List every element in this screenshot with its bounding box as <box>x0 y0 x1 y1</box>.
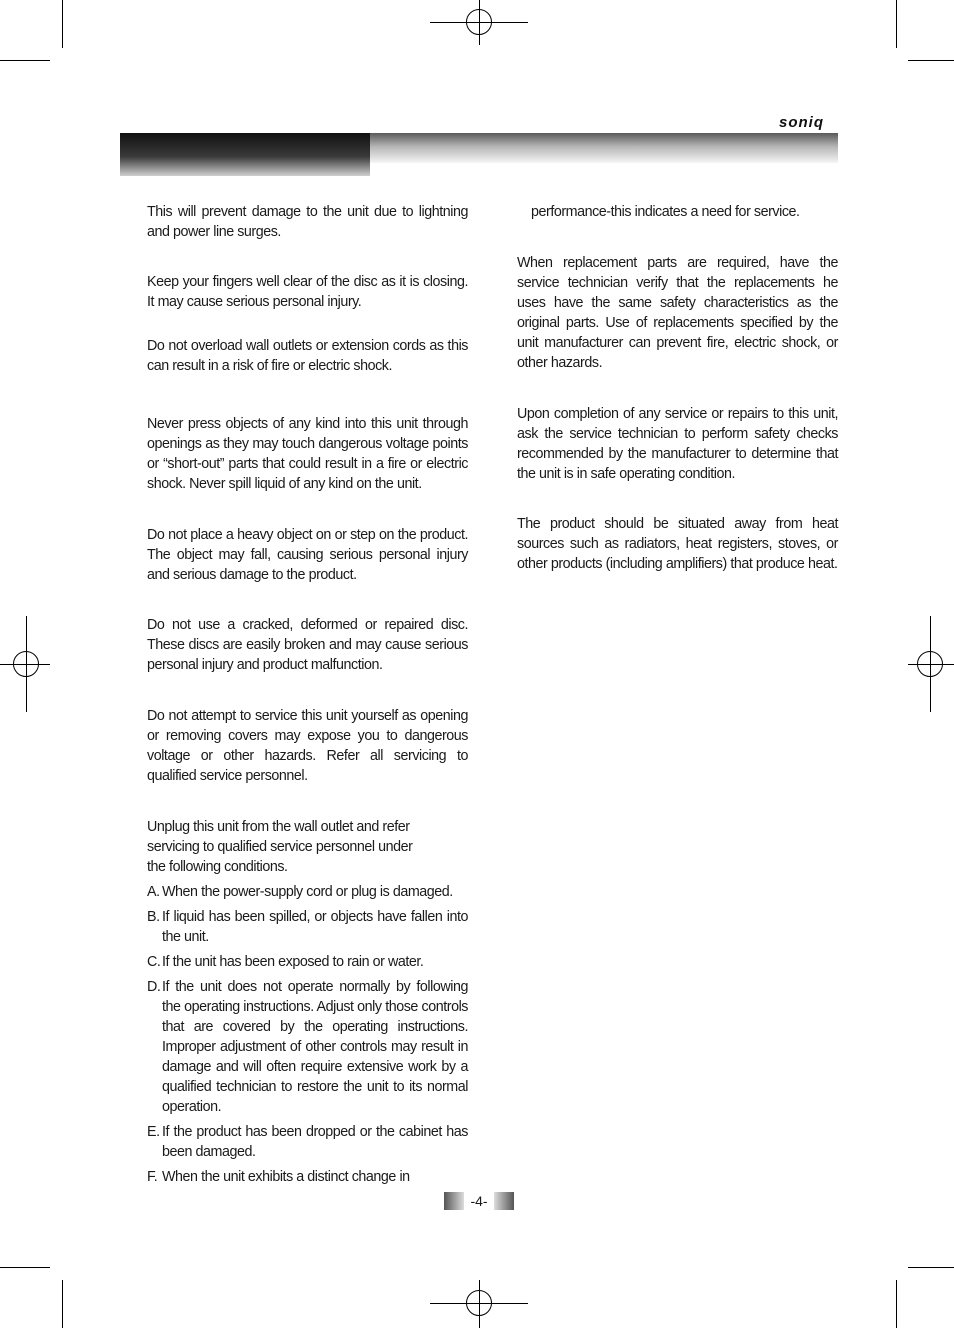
paragraph-heavy-object: Do not place a heavy object on or step on the product. The object may fall, causing serious personal injury and serious damage to the product. <box>147 527 468 583</box>
list-text: If the product has been dropped or the cabinet has been damaged. <box>162 1124 468 1160</box>
page-number: -4- <box>470 1193 488 1209</box>
brand-logo: soniq <box>779 114 824 131</box>
paragraph-disc-fingers: Keep your fingers well clear of the disc as it is closing. It may cause serious personal injury. <box>147 274 468 310</box>
list-text: If the unit does not operate normally by following the operating instructions. Adjust only those controls that are covered by the operating instructions. Improper adjustment of other controls may result in damage and will often require extensive work by a qualified technician to restore the unit to its normal operation. <box>162 979 468 1115</box>
paragraph-cracked-disc: Do not use a cracked, deformed or repaired disc. These discs are easily broken and may cause serious personal injury and product malfunction. <box>147 617 468 673</box>
paragraph-overload: Do not overload wall outlets or extension cords as this can result in a risk of fire or electric shock. <box>147 338 468 374</box>
header-band-light <box>370 133 838 163</box>
list-item-e <box>147 1122 468 1162</box>
list-item-c <box>147 952 468 972</box>
list-letter: B. <box>147 909 160 925</box>
page-number-badge <box>444 1192 514 1210</box>
list-item-d <box>147 977 468 1117</box>
list-item-f <box>147 1167 468 1187</box>
list-item-a <box>147 882 468 902</box>
left-column <box>147 202 468 1187</box>
right-column <box>517 202 838 574</box>
paragraph-replacement-parts: When replacement parts are required, have the service technician verify that the replacements he uses have the same safety characteristics as the original parts. Use of replacements specified by the unit manufacturer can prevent fire, electric shock, or other hazards. <box>517 255 838 371</box>
paragraph-safety-checks: Upon completion of any service or repairs to this unit, ask the service technician to perform safety checks recommended by the manufacturer to determine that the unit is in safe operating condition. <box>517 406 838 482</box>
list-text: If the unit has been exposed to rain or water. <box>162 954 424 970</box>
paragraph-objects: Never press objects of any kind into this unit through openings as they may touch dangerous voltage points or “short-out” parts that could result in a fire or electric shock. Never spill liquid of any kind on the unit. <box>147 416 468 492</box>
list-text: When the unit exhibits a distinct change in <box>162 1169 410 1185</box>
header-band-dark <box>120 133 370 176</box>
list-item-b <box>147 907 468 947</box>
paragraph-unplug: Unplug this unit from the wall outlet and refer servicing to qualified service personnel under the following conditions. <box>147 819 413 875</box>
paragraph-surge: This will prevent damage to the unit due to lightning and power line surges. <box>147 204 468 240</box>
continuation-text: performance-this indicates a need for service. <box>531 204 800 220</box>
list-letter: E. <box>147 1124 160 1140</box>
list-text: If liquid has been spilled, or objects have fallen into the unit. <box>162 909 468 945</box>
list-text: When the power-supply cord or plug is damaged. <box>162 884 453 900</box>
page-number-bar-left <box>444 1192 464 1210</box>
list-letter: D. <box>147 979 161 995</box>
paragraph-self-service: Do not attempt to service this unit yourself as opening or removing covers may expose you to dangerous voltage or other hazards. Refer all servicing to qualified service personnel. <box>147 708 468 784</box>
list-letter: C. <box>147 954 161 970</box>
list-letter: F. <box>147 1169 158 1185</box>
page-number-bar-right <box>494 1192 514 1210</box>
list-letter: A. <box>147 884 160 900</box>
paragraph-heat-sources: The product should be situated away from heat sources such as radiators, heat registers, stoves, or other products (including amplifiers) that produce heat. <box>517 516 838 572</box>
